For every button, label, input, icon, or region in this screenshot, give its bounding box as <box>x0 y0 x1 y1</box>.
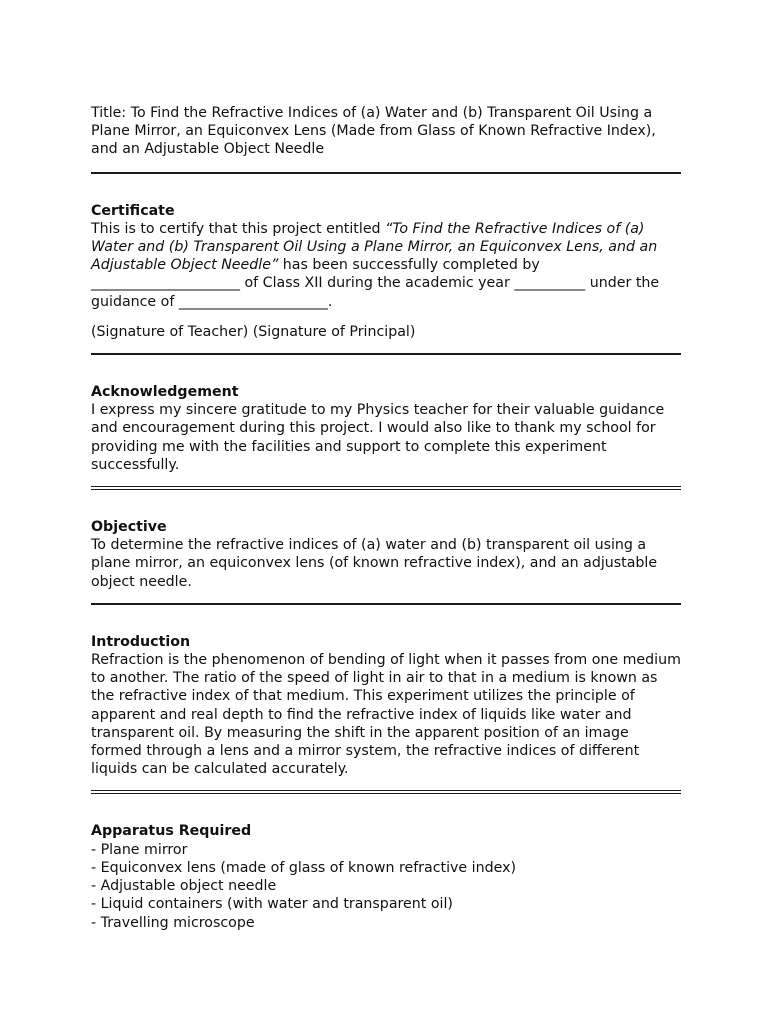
section-divider <box>91 790 681 794</box>
document-title: Title: To Find the Refractive Indices of (a) Water and (b) Transparent Oil Using a Plane Mirror, an Equiconvex Lens (Made from Glass of Known Refractive Index), and an Adjustable Object Needle <box>91 105 656 158</box>
list-item: - Equiconvex lens (made of glass of known refractive index) <box>91 859 517 876</box>
acknowledgement-body: I express my sincere gratitude to my Physics teacher for their valuable guidance and encouragement during this project. I would also like to thank my school for providing me with the facilities and support to complete this experiment successfully. <box>91 402 665 473</box>
apparatus-heading: Apparatus Required <box>91 823 252 840</box>
list-item: - Adjustable object needle <box>91 878 277 895</box>
certificate-completion-text: has been successfully completed by _____________________ of Class XII during the academic year __________ under the guidance of _____________________. <box>91 257 660 310</box>
list-item: - Travelling microscope <box>91 914 255 931</box>
introduction-body: Refraction is the phenomenon of bending of light when it passes from one medium to another. The ratio of the speed of light in air to that in a medium is known as the refractive index of that medium. This experiment utilizes the principle of apparent and real depth to find the refractive index of liquids like water and transparent oil. By measuring the shift in the apparent position of an image formed through a lens and a mirror system, the refractive indices of different liquids can be calculated accurately. <box>91 652 681 778</box>
introduction-heading: Introduction <box>91 633 191 650</box>
list-item: - Plane mirror <box>91 841 188 858</box>
signature-line: (Signature of Teacher) (Signature of Principal) <box>91 323 416 340</box>
section-divider <box>91 486 681 490</box>
section-divider <box>91 353 681 355</box>
section-divider <box>91 172 681 174</box>
certificate-body <box>91 220 681 311</box>
apparatus-list <box>91 841 681 932</box>
document-page <box>91 104 681 932</box>
acknowledgement-heading: Acknowledgement <box>91 384 239 401</box>
certificate-heading: Certificate <box>91 202 175 219</box>
list-item: - Liquid containers (with water and transparent oil) <box>91 896 453 913</box>
objective-heading: Objective <box>91 519 167 536</box>
certificate-project-title: “To Find the Refractive Indices of (a) Water and (b) Transparent Oil Using a Plane Mirror, an Equiconvex Lens, and an Adjustable Object Needle” <box>91 220 658 274</box>
certificate-intro: This is to certify that this project entitled <box>91 220 386 237</box>
section-divider <box>91 603 681 605</box>
objective-body: To determine the refractive indices of (a) water and (b) transparent oil using a plane mirror, an equiconvex lens (of known refractive index), and an adjustable object needle. <box>91 537 658 590</box>
